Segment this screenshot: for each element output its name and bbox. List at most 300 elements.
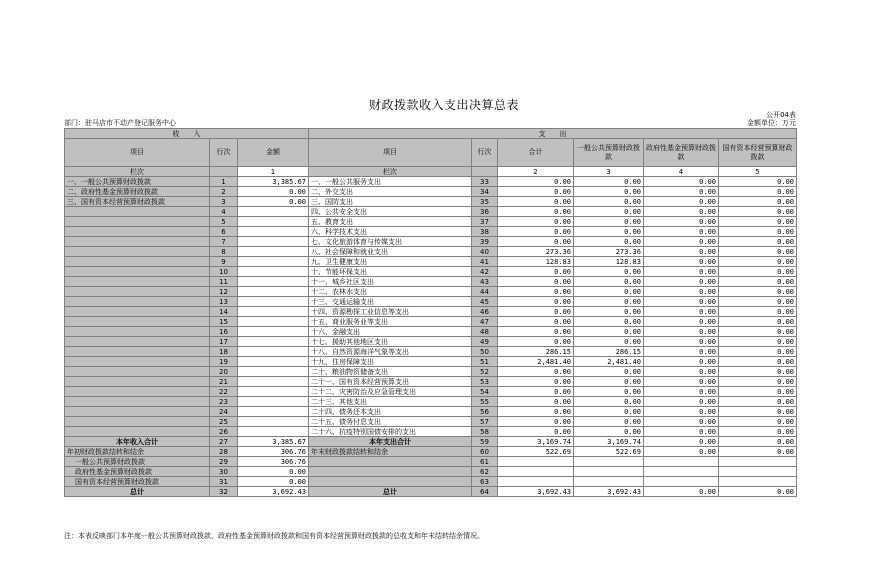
income-amount bbox=[238, 347, 309, 357]
income-line: 25 bbox=[210, 417, 238, 427]
expense-summary-total: 3,169.74 bbox=[498, 437, 574, 447]
income-item bbox=[65, 247, 210, 257]
expense-line: 52 bbox=[472, 367, 498, 377]
expense-capital: 0.00 bbox=[719, 397, 797, 407]
expense-capital: 0.00 bbox=[719, 367, 797, 377]
expense-summary-fund bbox=[644, 477, 719, 487]
expense-item: 十三、交通运输支出 bbox=[309, 297, 472, 307]
income-item bbox=[65, 377, 210, 387]
column-header-row bbox=[65, 139, 797, 167]
expense-line: 58 bbox=[472, 427, 498, 437]
expense-general: 0.00 bbox=[574, 177, 644, 187]
income-summary-amount: 3,385.67 bbox=[238, 437, 309, 447]
table-row bbox=[65, 457, 797, 467]
col-header-line2: 行次 bbox=[472, 139, 498, 167]
income-item: 三、国有资本经营预算财政拨款 bbox=[65, 197, 210, 207]
income-item: 二、政府性基金预算财政拨款 bbox=[65, 187, 210, 197]
income-item bbox=[65, 317, 210, 327]
income-summary-amount: 0.00 bbox=[238, 467, 309, 477]
expense-summary-capital: 0.00 bbox=[719, 447, 797, 457]
expense-item: 十八、自然资源海洋气象等支出 bbox=[309, 347, 472, 357]
expense-section-header: 支 出 bbox=[309, 129, 797, 139]
expense-capital: 0.00 bbox=[719, 247, 797, 257]
expense-capital: 0.00 bbox=[719, 297, 797, 307]
expense-total: 0.00 bbox=[498, 387, 574, 397]
income-item bbox=[65, 207, 210, 217]
expense-line: 49 bbox=[472, 337, 498, 347]
expense-total: 128.83 bbox=[498, 257, 574, 267]
expense-item: 二十二、灾害防治及应急管理支出 bbox=[309, 387, 472, 397]
expense-item: 二十、粮油物资储备支出 bbox=[309, 367, 472, 377]
expense-total: 0.00 bbox=[498, 217, 574, 227]
income-amount bbox=[238, 287, 309, 297]
expense-total: 0.00 bbox=[498, 237, 574, 247]
department-label: 部门：驻马店市不动产登记服务中心 bbox=[64, 119, 176, 127]
income-amount: 3,385.67 bbox=[238, 177, 309, 187]
table-row bbox=[65, 337, 797, 347]
income-line: 17 bbox=[210, 337, 238, 347]
col-header-amount: 金额 bbox=[238, 139, 309, 167]
expense-item: 一、一般公共服务支出 bbox=[309, 177, 472, 187]
expense-summary-total: 3,692.43 bbox=[498, 487, 574, 497]
expense-general: 0.00 bbox=[574, 317, 644, 327]
expense-summary-line: 63 bbox=[472, 477, 498, 487]
table-row bbox=[65, 387, 797, 397]
expense-capital: 0.00 bbox=[719, 287, 797, 297]
expense-fund: 0.00 bbox=[644, 267, 719, 277]
expense-fund: 0.00 bbox=[644, 357, 719, 367]
expense-item: 二十一、国有资本经营预算支出 bbox=[309, 377, 472, 387]
expense-fund: 0.00 bbox=[644, 257, 719, 267]
expense-general: 0.00 bbox=[574, 227, 644, 237]
expense-line: 50 bbox=[472, 347, 498, 357]
col-number-3: 3 bbox=[574, 167, 644, 177]
col-label-blank bbox=[210, 167, 238, 177]
expense-item: 三、国防支出 bbox=[309, 197, 472, 207]
col-header-item2: 项目 bbox=[309, 139, 472, 167]
income-amount bbox=[238, 247, 309, 257]
expense-fund: 0.00 bbox=[644, 237, 719, 247]
expense-capital: 0.00 bbox=[719, 317, 797, 327]
expense-total: 0.00 bbox=[498, 367, 574, 377]
expense-summary-total bbox=[498, 457, 574, 467]
expense-general: 0.00 bbox=[574, 287, 644, 297]
expense-fund: 0.00 bbox=[644, 277, 719, 287]
col-number-4: 4 bbox=[644, 167, 719, 177]
expense-total: 0.00 bbox=[498, 197, 574, 207]
expense-item: 九、卫生健康支出 bbox=[309, 257, 472, 267]
income-summary-amount: 3,692.43 bbox=[238, 487, 309, 497]
expense-capital: 0.00 bbox=[719, 417, 797, 427]
income-amount bbox=[238, 207, 309, 217]
expense-line: 33 bbox=[472, 177, 498, 187]
expense-general: 0.00 bbox=[574, 207, 644, 217]
expense-line: 57 bbox=[472, 417, 498, 427]
income-line: 23 bbox=[210, 397, 238, 407]
expense-summary-item: 总计 bbox=[309, 487, 472, 497]
expense-item: 十七、援助其他地区支出 bbox=[309, 337, 472, 347]
expense-total: 0.00 bbox=[498, 287, 574, 297]
expense-item: 二十四、债务还本支出 bbox=[309, 407, 472, 417]
expense-line: 41 bbox=[472, 257, 498, 267]
income-line: 26 bbox=[210, 427, 238, 437]
expense-total: 0.00 bbox=[498, 407, 574, 417]
expense-total: 0.00 bbox=[498, 317, 574, 327]
expense-capital: 0.00 bbox=[719, 237, 797, 247]
income-summary-item: 总计 bbox=[65, 487, 210, 497]
col-header-item: 项目 bbox=[65, 139, 210, 167]
expense-capital: 0.00 bbox=[719, 217, 797, 227]
expense-capital: 0.00 bbox=[719, 377, 797, 387]
expense-item: 十一、城乡社区支出 bbox=[309, 277, 472, 287]
income-item bbox=[65, 367, 210, 377]
expense-general: 0.00 bbox=[574, 187, 644, 197]
expense-general: 0.00 bbox=[574, 237, 644, 247]
income-line: 7 bbox=[210, 237, 238, 247]
income-item bbox=[65, 287, 210, 297]
budget-table bbox=[64, 128, 797, 497]
table-row bbox=[65, 437, 797, 447]
table-row bbox=[65, 177, 797, 187]
expense-general: 0.00 bbox=[574, 377, 644, 387]
expense-capital: 0.00 bbox=[719, 177, 797, 187]
expense-total: 0.00 bbox=[498, 267, 574, 277]
expense-general: 0.00 bbox=[574, 427, 644, 437]
income-line: 4 bbox=[210, 207, 238, 217]
expense-line: 45 bbox=[472, 297, 498, 307]
table-row bbox=[65, 257, 797, 267]
form-code: 公开04表 bbox=[766, 111, 796, 119]
table-row bbox=[65, 197, 797, 207]
expense-summary-fund: 0.00 bbox=[644, 487, 719, 497]
income-amount: 0.00 bbox=[238, 187, 309, 197]
expense-general: 0.00 bbox=[574, 267, 644, 277]
expense-total: 286.15 bbox=[498, 347, 574, 357]
expense-fund: 0.00 bbox=[644, 327, 719, 337]
table-row bbox=[65, 377, 797, 387]
table-row bbox=[65, 207, 797, 217]
income-amount bbox=[238, 217, 309, 227]
income-amount bbox=[238, 367, 309, 377]
footnote: 注：本表反映部门本年度一般公共预算财政拨款、政府性基金预算财政拨款和国有资本经营预算财政拨款的总收支和年末结转结余情况。 bbox=[64, 532, 484, 540]
expense-summary-general: 522.69 bbox=[574, 447, 644, 457]
income-line: 15 bbox=[210, 317, 238, 327]
expense-total: 0.00 bbox=[498, 337, 574, 347]
unit-label: 金额单位：万元 bbox=[747, 119, 796, 127]
income-line: 9 bbox=[210, 257, 238, 267]
income-summary-item: 政府性基金预算财政拨款 bbox=[65, 467, 210, 477]
income-item bbox=[65, 257, 210, 267]
table-row bbox=[65, 187, 797, 197]
report-title: 财政拨款收入支出决算总表 bbox=[368, 98, 519, 112]
col-number-5: 5 bbox=[719, 167, 797, 177]
expense-line: 44 bbox=[472, 287, 498, 297]
expense-item: 二十六、抗疫特别国债安排的支出 bbox=[309, 427, 472, 437]
expense-item: 八、社会保障和就业支出 bbox=[309, 247, 472, 257]
expense-fund: 0.00 bbox=[644, 417, 719, 427]
col-label2: 栏次 bbox=[309, 167, 472, 177]
expense-line: 47 bbox=[472, 317, 498, 327]
table-row bbox=[65, 447, 797, 457]
table-row bbox=[65, 317, 797, 327]
income-amount bbox=[238, 317, 309, 327]
expense-item: 十五、商业服务业等支出 bbox=[309, 317, 472, 327]
income-summary-item: 本年收入合计 bbox=[65, 437, 210, 447]
expense-item: 四、公共安全支出 bbox=[309, 207, 472, 217]
income-line: 16 bbox=[210, 327, 238, 337]
income-line: 5 bbox=[210, 217, 238, 227]
expense-fund: 0.00 bbox=[644, 227, 719, 237]
expense-summary-fund: 0.00 bbox=[644, 437, 719, 447]
expense-fund: 0.00 bbox=[644, 297, 719, 307]
expense-item: 七、文化旅游体育与传媒支出 bbox=[309, 237, 472, 247]
expense-capital: 0.00 bbox=[719, 327, 797, 337]
income-item bbox=[65, 397, 210, 407]
expense-summary-item: 本年支出合计 bbox=[309, 437, 472, 447]
expense-total: 0.00 bbox=[498, 187, 574, 197]
expense-fund: 0.00 bbox=[644, 427, 719, 437]
expense-summary-fund bbox=[644, 467, 719, 477]
income-amount bbox=[238, 397, 309, 407]
expense-item: 十、节能环保支出 bbox=[309, 267, 472, 277]
expense-summary-item bbox=[309, 477, 472, 487]
expense-general: 0.00 bbox=[574, 217, 644, 227]
income-amount: 0.00 bbox=[238, 197, 309, 207]
col-header-capital: 国有资本经营预算财政拨款 bbox=[719, 139, 797, 167]
expense-capital: 0.00 bbox=[719, 407, 797, 417]
table-row bbox=[65, 357, 797, 367]
expense-fund: 0.00 bbox=[644, 217, 719, 227]
col-number-1: 1 bbox=[238, 167, 309, 177]
expense-total: 0.00 bbox=[498, 327, 574, 337]
expense-capital: 0.00 bbox=[719, 357, 797, 367]
expense-total: 0.00 bbox=[498, 297, 574, 307]
expense-fund: 0.00 bbox=[644, 407, 719, 417]
income-item bbox=[65, 327, 210, 337]
expense-fund: 0.00 bbox=[644, 377, 719, 387]
expense-capital: 0.00 bbox=[719, 337, 797, 347]
income-amount bbox=[238, 257, 309, 267]
income-item bbox=[65, 357, 210, 367]
income-item bbox=[65, 387, 210, 397]
expense-total: 0.00 bbox=[498, 397, 574, 407]
expense-line: 53 bbox=[472, 377, 498, 387]
table-row bbox=[65, 407, 797, 417]
expense-general: 0.00 bbox=[574, 397, 644, 407]
income-line: 3 bbox=[210, 197, 238, 207]
income-amount bbox=[238, 337, 309, 347]
expense-general: 0.00 bbox=[574, 387, 644, 397]
expense-item: 二十五、债务付息支出 bbox=[309, 417, 472, 427]
income-item bbox=[65, 427, 210, 437]
expense-fund: 0.00 bbox=[644, 287, 719, 297]
income-amount bbox=[238, 427, 309, 437]
expense-item: 二十三、其他支出 bbox=[309, 397, 472, 407]
expense-total: 0.00 bbox=[498, 177, 574, 187]
expense-item: 十二、农林水支出 bbox=[309, 287, 472, 297]
expense-capital: 0.00 bbox=[719, 197, 797, 207]
expense-capital: 0.00 bbox=[719, 257, 797, 267]
income-line: 11 bbox=[210, 277, 238, 287]
expense-summary-total bbox=[498, 467, 574, 477]
expense-line: 40 bbox=[472, 247, 498, 257]
expense-item: 二、外交支出 bbox=[309, 187, 472, 197]
expense-capital: 0.00 bbox=[719, 267, 797, 277]
expense-line: 43 bbox=[472, 277, 498, 287]
col-label2-blank bbox=[472, 167, 498, 177]
income-item bbox=[65, 417, 210, 427]
expense-general: 0.00 bbox=[574, 297, 644, 307]
table-row bbox=[65, 347, 797, 357]
income-amount bbox=[238, 237, 309, 247]
income-item bbox=[65, 217, 210, 227]
expense-total: 0.00 bbox=[498, 207, 574, 217]
income-item bbox=[65, 237, 210, 247]
expense-summary-line: 64 bbox=[472, 487, 498, 497]
income-line: 24 bbox=[210, 407, 238, 417]
table-row bbox=[65, 247, 797, 257]
expense-fund: 0.00 bbox=[644, 207, 719, 217]
expense-capital: 0.00 bbox=[719, 207, 797, 217]
expense-fund: 0.00 bbox=[644, 367, 719, 377]
expense-general: 0.00 bbox=[574, 327, 644, 337]
income-line: 18 bbox=[210, 347, 238, 357]
expense-summary-capital bbox=[719, 467, 797, 477]
expense-fund: 0.00 bbox=[644, 197, 719, 207]
table-row bbox=[65, 427, 797, 437]
expense-fund: 0.00 bbox=[644, 177, 719, 187]
income-amount bbox=[238, 307, 309, 317]
expense-line: 39 bbox=[472, 237, 498, 247]
expense-summary-item: 年末财政拨款结转和结余 bbox=[309, 447, 472, 457]
table-row bbox=[65, 327, 797, 337]
expense-line: 42 bbox=[472, 267, 498, 277]
section-header-row bbox=[65, 129, 797, 139]
expense-total: 0.00 bbox=[498, 277, 574, 287]
income-amount bbox=[238, 377, 309, 387]
expense-fund: 0.00 bbox=[644, 307, 719, 317]
income-item bbox=[65, 407, 210, 417]
income-item bbox=[65, 227, 210, 237]
income-summary-line: 30 bbox=[210, 467, 238, 477]
expense-line: 56 bbox=[472, 407, 498, 417]
expense-general: 0.00 bbox=[574, 367, 644, 377]
expense-capital: 0.00 bbox=[719, 427, 797, 437]
income-amount bbox=[238, 297, 309, 307]
table-row bbox=[65, 237, 797, 247]
expense-summary-general: 3,169.74 bbox=[574, 437, 644, 447]
table-row bbox=[65, 467, 797, 477]
expense-general: 0.00 bbox=[574, 197, 644, 207]
col-header-total: 合计 bbox=[498, 139, 574, 167]
expense-general: 286.15 bbox=[574, 347, 644, 357]
expense-line: 37 bbox=[472, 217, 498, 227]
income-summary-line: 27 bbox=[210, 437, 238, 447]
income-item bbox=[65, 347, 210, 357]
income-line: 20 bbox=[210, 367, 238, 377]
expense-capital: 0.00 bbox=[719, 187, 797, 197]
income-summary-item: 年初财政拨款结转和结余 bbox=[65, 447, 210, 457]
income-amount bbox=[238, 407, 309, 417]
expense-total: 273.36 bbox=[498, 247, 574, 257]
income-summary-line: 28 bbox=[210, 447, 238, 457]
expense-summary-general bbox=[574, 467, 644, 477]
expense-line: 48 bbox=[472, 327, 498, 337]
table-row bbox=[65, 217, 797, 227]
expense-summary-item bbox=[309, 467, 472, 477]
expense-line: 46 bbox=[472, 307, 498, 317]
expense-line: 51 bbox=[472, 357, 498, 367]
table-row bbox=[65, 477, 797, 487]
expense-summary-line: 60 bbox=[472, 447, 498, 457]
expense-total: 0.00 bbox=[498, 307, 574, 317]
income-summary-line: 31 bbox=[210, 477, 238, 487]
income-section-header: 收 入 bbox=[65, 129, 309, 139]
expense-general: 2,481.40 bbox=[574, 357, 644, 367]
income-line: 13 bbox=[210, 297, 238, 307]
income-item bbox=[65, 337, 210, 347]
expense-item: 五、教育支出 bbox=[309, 217, 472, 227]
expense-summary-general bbox=[574, 477, 644, 487]
expense-summary-line: 61 bbox=[472, 457, 498, 467]
table-row bbox=[65, 267, 797, 277]
expense-summary-capital bbox=[719, 477, 797, 487]
table-row bbox=[65, 287, 797, 297]
col-header-fund: 政府性基金预算财政拨款 bbox=[644, 139, 719, 167]
column-number-row bbox=[65, 167, 797, 177]
col-header-line: 行次 bbox=[210, 139, 238, 167]
income-amount bbox=[238, 227, 309, 237]
expense-fund: 0.00 bbox=[644, 387, 719, 397]
expense-fund: 0.00 bbox=[644, 317, 719, 327]
expense-general: 0.00 bbox=[574, 307, 644, 317]
table-row bbox=[65, 367, 797, 377]
income-line: 12 bbox=[210, 287, 238, 297]
expense-summary-line: 62 bbox=[472, 467, 498, 477]
expense-line: 54 bbox=[472, 387, 498, 397]
income-summary-item: 国有资本经营预算财政拨款 bbox=[65, 477, 210, 487]
income-amount bbox=[238, 417, 309, 427]
col-label: 栏次 bbox=[65, 167, 210, 177]
expense-summary-capital bbox=[719, 457, 797, 467]
income-line: 8 bbox=[210, 247, 238, 257]
table-row bbox=[65, 417, 797, 427]
income-summary-line: 32 bbox=[210, 487, 238, 497]
expense-line: 36 bbox=[472, 207, 498, 217]
expense-general: 0.00 bbox=[574, 417, 644, 427]
expense-item: 十九、住房保障支出 bbox=[309, 357, 472, 367]
expense-general: 273.36 bbox=[574, 247, 644, 257]
col-header-general: 一般公共预算财政拨款 bbox=[574, 139, 644, 167]
table-row bbox=[65, 277, 797, 287]
expense-total: 0.00 bbox=[498, 417, 574, 427]
expense-summary-total: 522.69 bbox=[498, 447, 574, 457]
income-line: 21 bbox=[210, 377, 238, 387]
income-summary-amount: 0.00 bbox=[238, 477, 309, 487]
expense-capital: 0.00 bbox=[719, 387, 797, 397]
income-summary-amount: 306.76 bbox=[238, 457, 309, 467]
table-row bbox=[65, 227, 797, 237]
expense-summary-total bbox=[498, 477, 574, 487]
expense-summary-general: 3,692.43 bbox=[574, 487, 644, 497]
expense-summary-general bbox=[574, 457, 644, 467]
expense-general: 0.00 bbox=[574, 337, 644, 347]
table-row bbox=[65, 487, 797, 497]
expense-line: 55 bbox=[472, 397, 498, 407]
expense-fund: 0.00 bbox=[644, 397, 719, 407]
expense-summary-fund: 0.00 bbox=[644, 447, 719, 457]
expense-summary-line: 59 bbox=[472, 437, 498, 447]
